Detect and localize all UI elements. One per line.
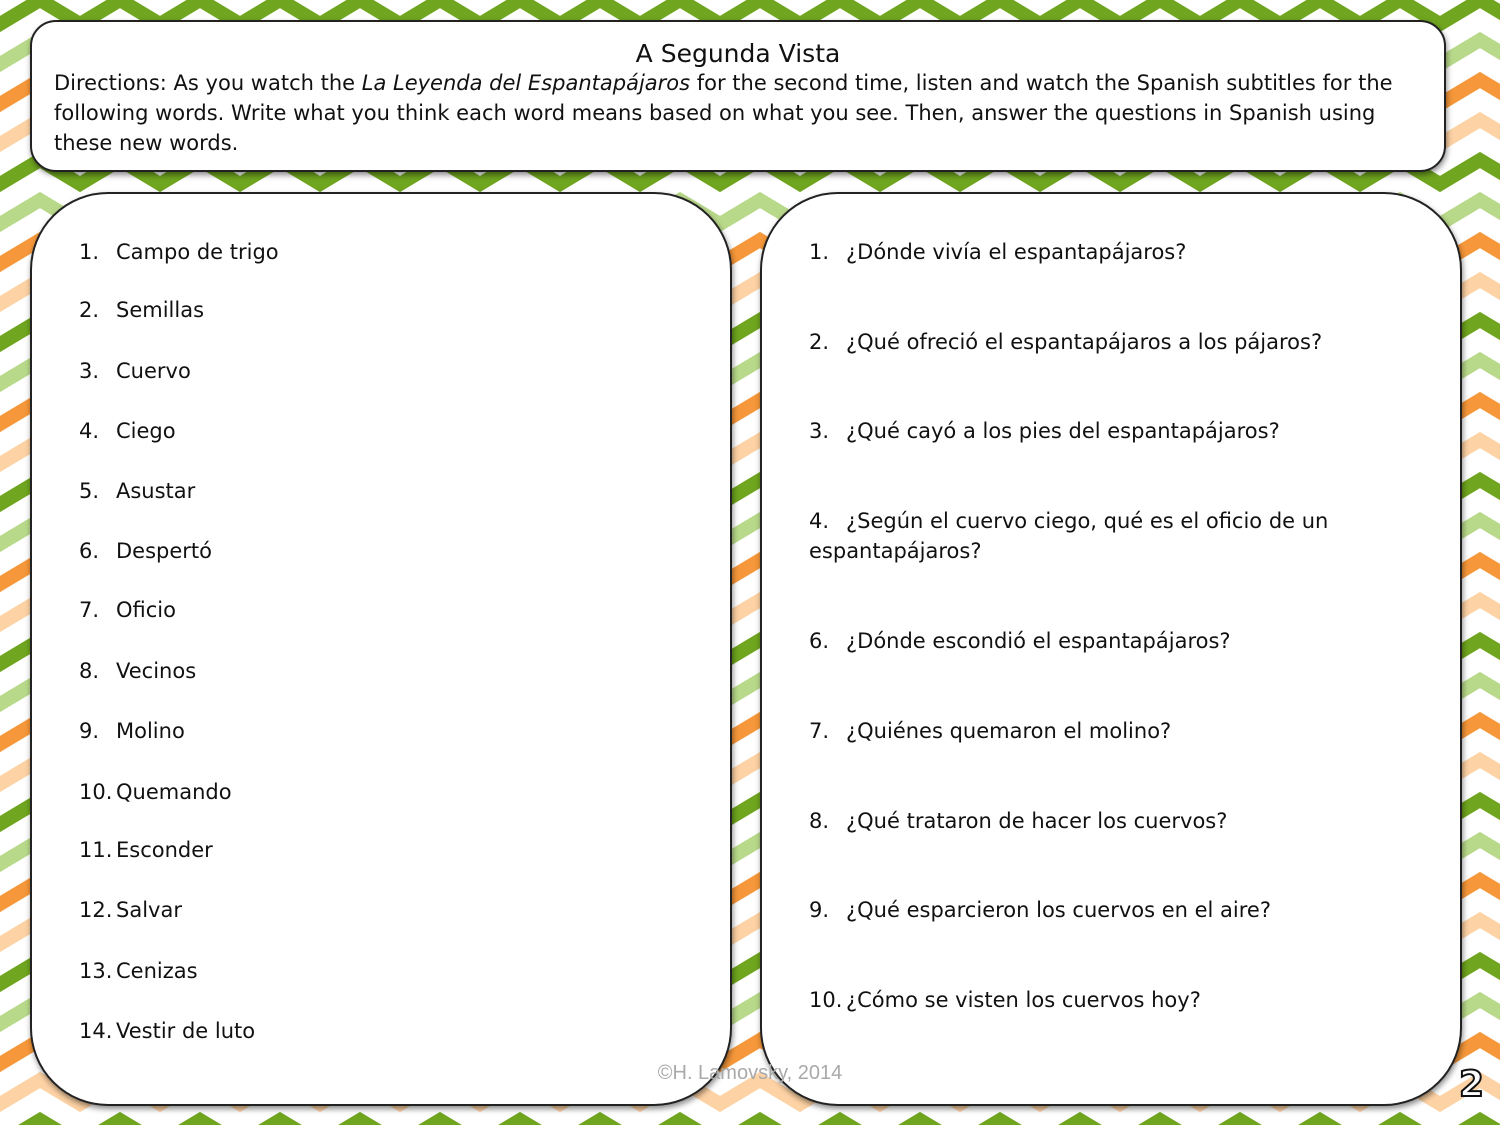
vocab-number: 6. — [79, 539, 100, 563]
vocab-number: 14. — [79, 1019, 113, 1043]
page-number: 2 — [1458, 1064, 1484, 1105]
vocab-word: Campo de trigo — [116, 240, 279, 264]
vocab-item — [79, 295, 204, 325]
question-item — [809, 985, 1201, 1015]
question-item — [809, 416, 1280, 446]
question-item — [809, 716, 1171, 746]
vocab-item — [79, 835, 213, 865]
question-text: ¿Según el cuervo ciego, qué es el oficio de un espantapájaros? — [809, 509, 1329, 563]
question-text: ¿Dónde vivía el espantapájaros? — [846, 240, 1187, 264]
questions-panel — [760, 192, 1462, 1106]
vocab-number: 11. — [79, 838, 113, 862]
vocab-item — [79, 777, 232, 807]
vocab-number: 10. — [79, 780, 113, 804]
vocab-word: Semillas — [116, 298, 205, 322]
vocab-item — [79, 595, 176, 625]
vocab-item — [79, 656, 196, 686]
vocab-word: Salvar — [116, 898, 182, 922]
vocab-number: 12. — [79, 898, 113, 922]
question-number: 4. — [809, 509, 830, 533]
question-number: 9. — [809, 898, 830, 922]
question-number: 7. — [809, 719, 830, 743]
question-text: ¿Qué trataron de hacer los cuervos? — [846, 809, 1228, 833]
vocab-number: 13. — [79, 959, 113, 983]
vocab-number: 7. — [79, 598, 100, 622]
question-item — [809, 237, 1186, 267]
copyright-footer: ©H. Lamovsky, 2014 — [657, 1062, 843, 1084]
vocab-number: 8. — [79, 659, 100, 683]
question-text: ¿Dónde escondió el espantapájaros? — [846, 629, 1231, 653]
vocab-word: Vecinos — [116, 659, 197, 683]
vocab-word: Vestir de luto — [116, 1019, 256, 1043]
vocab-item — [79, 716, 185, 746]
vocab-word: Esconder — [116, 838, 213, 862]
vocab-number: 2. — [79, 298, 100, 322]
vocab-word: Despertó — [116, 539, 212, 563]
question-item — [809, 626, 1231, 656]
question-text: ¿Qué ofreció el espantapájaros a los pájaros? — [846, 330, 1323, 354]
vocab-number: 9. — [79, 719, 100, 743]
vocab-number: 3. — [79, 359, 100, 383]
question-item — [809, 327, 1322, 357]
vocab-item — [79, 1016, 255, 1046]
page-title: A Segunda Vista — [635, 39, 841, 68]
vocab-number: 1. — [79, 240, 100, 264]
question-text: ¿Quiénes quemaron el molino? — [846, 719, 1172, 743]
vocab-word: Asustar — [116, 479, 196, 503]
vocab-item — [79, 356, 191, 386]
question-number: 8. — [809, 809, 830, 833]
question-number: 3. — [809, 419, 830, 443]
vocab-number: 5. — [79, 479, 100, 503]
directions-intro: Directions: As you watch the — [54, 71, 362, 95]
directions-rest: for the second time, listen and watch the Spanish subtitles for the following words. Write what you think each word means based on what you see. Then, answer the questions in Spanish using these new words. — [54, 71, 1393, 155]
film-title: La Leyenda del Espantapájaros — [361, 71, 691, 95]
vocab-word: Oficio — [116, 598, 176, 622]
vocab-word: Cuervo — [116, 359, 191, 383]
question-number: 2. — [809, 330, 830, 354]
vocabulary-panel — [30, 192, 732, 1106]
vocab-item — [79, 416, 176, 446]
vocab-item — [79, 237, 279, 267]
question-item — [809, 806, 1227, 836]
question-number: 10. — [809, 988, 843, 1012]
directions-box — [30, 20, 1446, 172]
question-item — [809, 506, 1429, 566]
question-text: ¿Cómo se visten los cuervos hoy? — [846, 988, 1201, 1012]
question-text: ¿Qué esparcieron los cuervos en el aire? — [846, 898, 1271, 922]
vocab-word: Ciego — [116, 419, 176, 443]
vocab-number: 4. — [79, 419, 100, 443]
question-text: ¿Qué cayó a los pies del espantapájaros? — [846, 419, 1280, 443]
question-number: 6. — [809, 629, 830, 653]
vocab-item — [79, 956, 198, 986]
vocab-item — [79, 895, 182, 925]
vocab-word: Quemando — [116, 780, 232, 804]
vocab-item — [79, 536, 212, 566]
question-item — [809, 895, 1271, 925]
vocab-item — [79, 476, 195, 506]
question-number: 1. — [809, 240, 830, 264]
vocab-word: Molino — [116, 719, 185, 743]
vocab-word: Cenizas — [116, 959, 198, 983]
directions-text — [54, 68, 1422, 158]
